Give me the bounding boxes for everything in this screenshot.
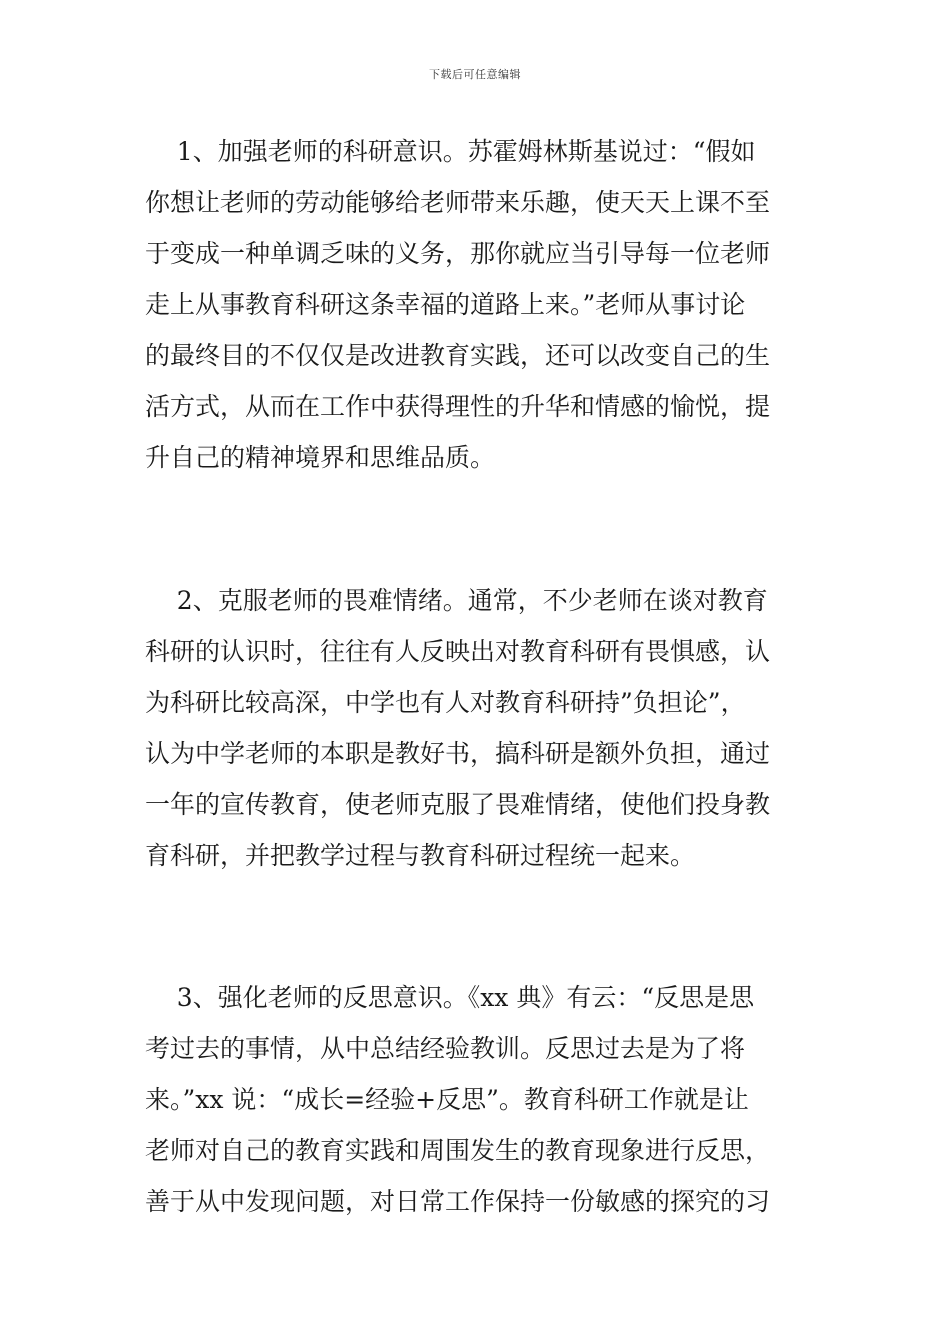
text-line: 一年的宣传教育，使老师克服了畏难情绪，使他们投身教 (145, 790, 771, 819)
text-line: 3、强化老师的反思意识。《xx 典》有云：“反思是思 (145, 983, 755, 1012)
text-line: 考过去的事情，从中总结经验教训。反思过去是为了将 (145, 1034, 746, 1063)
text-line: 老师对自己的教育实践和周围发生的教育现象进行反思， (145, 1136, 771, 1165)
text-line: 你想让老师的劳动能够给老师带来乐趣，使天天上课不至 (145, 188, 771, 217)
text-line: 善于从中发现问题，对日常工作保持一份敏感的探究的习 (145, 1187, 771, 1216)
text-line: 2、克服老师的畏难情绪。通常，不少老师在谈对教育 (145, 586, 768, 615)
text-line: 于变成一种单调乏味的义务，那你就应当引导每一位老师 (145, 239, 771, 268)
text-line: 认为中学老师的本职是教好书，搞科研是额外负担，通过 (145, 739, 771, 768)
paragraph-3 (145, 972, 807, 1227)
header-note: 下载后可任意编辑 (429, 68, 521, 81)
text-line: 育科研，并把教学过程与教育科研过程统一起来。 (145, 841, 696, 870)
text-line: 升自己的精神境界和思维品质。 (145, 443, 496, 472)
text-line: 活方式，从而在工作中获得理性的升华和情感的愉悦，提 (145, 392, 771, 421)
paragraph-2 (145, 575, 807, 881)
text-line: 的最终目的不仅仅是改进教育实践，还可以改变自己的生 (145, 341, 771, 370)
paragraph-1 (145, 126, 807, 483)
text-line: 走上从事教育科研这条幸福的道路上来。”老师从事讨论 (145, 290, 746, 319)
text-line: 来。”xx 说：“成长=经验+反思”。教育科研工作就是让 (145, 1085, 749, 1114)
text-line: 1、加强老师的科研意识。苏霍姆林斯基说过：“假如 (145, 137, 756, 166)
text-line: 科研的认识时，往往有人反映出对教育科研有畏惧感，认 (145, 637, 771, 666)
text-line: 为科研比较高深，中学也有人对教育科研持”负担论”， (145, 688, 746, 717)
